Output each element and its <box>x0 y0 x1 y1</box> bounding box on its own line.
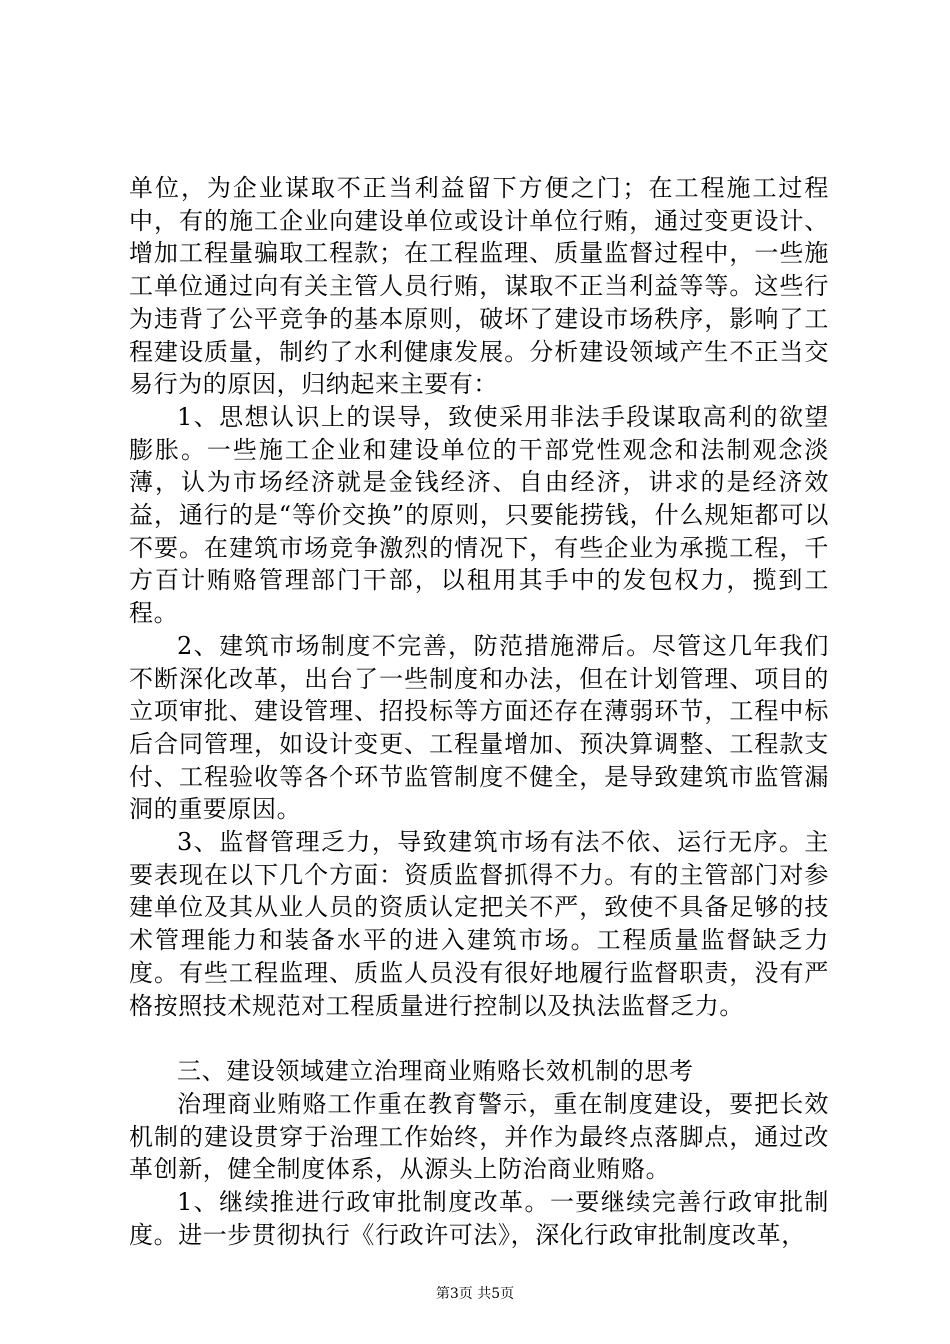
paragraph-measure-1: 1、继续推进行政审批制度改革。一要继续完善行政审批制度。进一步贯彻执行《行政许可法》，深化行政审批制度改革， <box>129 1188 829 1249</box>
section-gap <box>129 1022 829 1055</box>
page-footer: 第3页 共5页 <box>435 1286 515 1302</box>
paragraph-point-3: 3、监督管理乏力，导致建筑市场有法不依、运行无序。主要表现在以下几个方面：资质监督抓得不力。有的主管部门对参建单位及其从业人员的资质认定把关不严，致使不具备足够的技术管理能力和装备水平的进入建筑市场。工程质量监督缺乏力度。有些工程监理、质监人员没有很好地履行监督职责，没有严格按照技术规范对工程质量进行控制以及执法监督乏力。 <box>129 828 829 1020</box>
paragraph-continuation: 单位，为企业谋取不正当利益留下方便之门；在工程施工过程中，有的施工企业向建设单位或设计单位行贿，通过变更设计、增加工程量骗取工程款；在工程监理、质量监督过程中，一些施工单位通过向有关主管人员行贿，谋取不正当利益等等。这些行为违背了公平竞争的基本原则，破坏了建设市场秩序，影响了工程建设质量，制约了水利健康发展。分析建设领域产生不正当交易行为的原因，归纳起来主要有： <box>129 174 829 399</box>
paragraph-point-2: 2、建筑市场制度不完善，防范措施滞后。尽管这几年我们不断深化改革，出台了一些制度和办法，但在计划管理、项目的立项审批、建设管理、招投标等方面还存在薄弱环节，工程中标后合同管理，如设计变更、工程量增加、预决算调整、工程款支付、工程验收等各个环节监管制度不健全，是导致建筑市监管漏洞的重要原因。 <box>129 631 829 824</box>
paragraph-point-1: 1、思想认识上的误导，致使采用非法手段谋取高利的欲望膨胀。一些施工企业和建设单位的干部党性观念和法制观念淡薄，认为市场经济就是金钱经济、自由经济，讲求的是经济效益，通行的是“等价交换”的原则，只要能捞钱，什么规矩都可以不要。在建筑市场竞争激烈的情况下，有些企业为承揽工程，千方百计贿赂管理部门干部，以租用其手中的发包权力，揽到工程。 <box>129 402 829 628</box>
paragraph-section-intro: 治理商业贿赂工作重在教育警示，重在制度建设，要把长效机制的建设贯穿于治理工作始终，并作为最终点落脚点，通过改革创新，健全制度体系，从源头上防治商业贿赂。 <box>129 1089 829 1184</box>
section-heading: 三、建设领域建立治理商业贿赂长效机制的思考 <box>177 1057 694 1086</box>
document-body <box>129 172 829 1252</box>
